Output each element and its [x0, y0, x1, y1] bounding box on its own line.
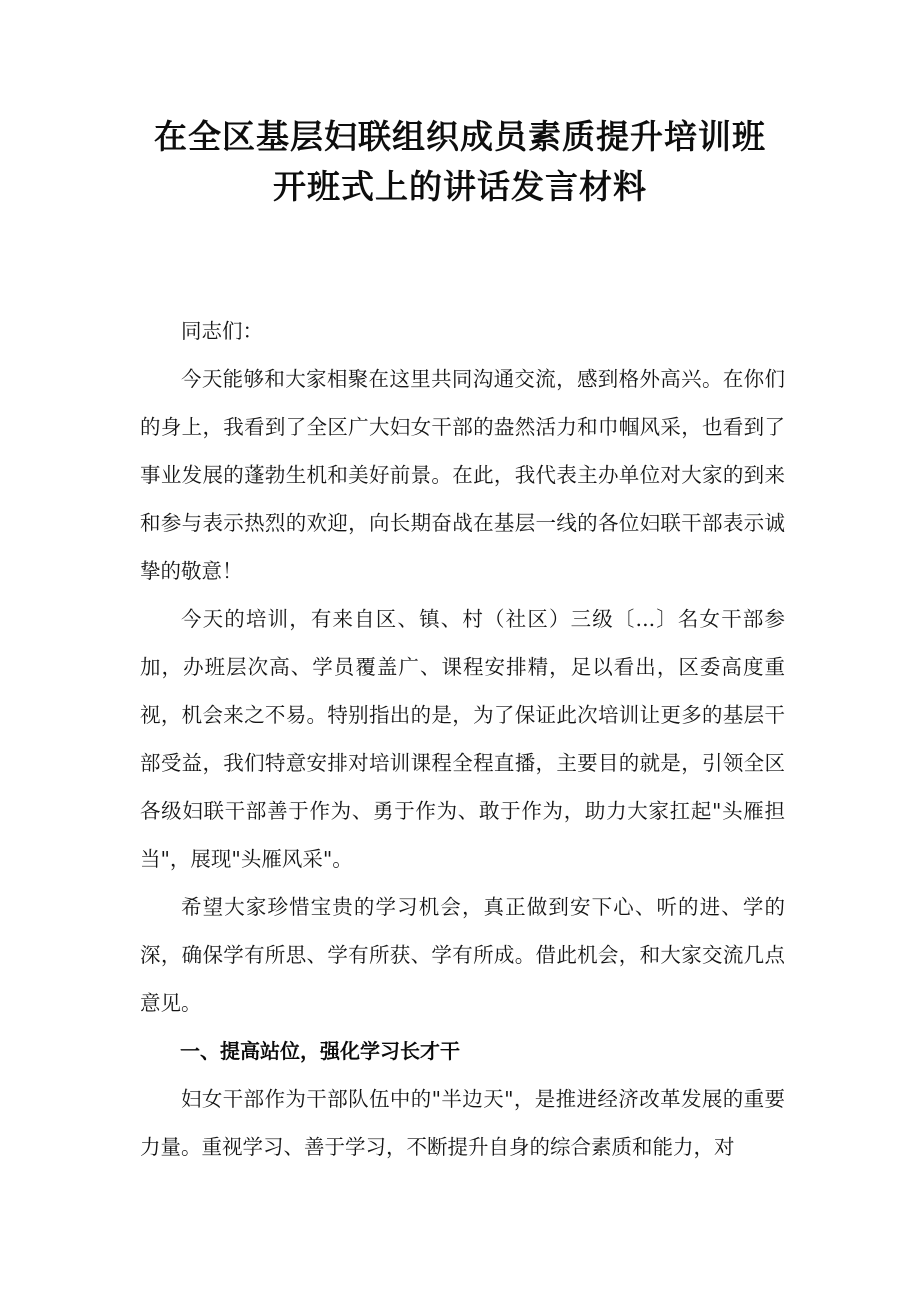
section-paragraph: 妇女干部作为干部队伍中的"半边天"，是推进经济改革发展的重要力量。重视学习、善于学习，不断提升自身的综合素质和能力，对 — [140, 1087, 785, 1159]
paragraph-training: 今天的培训，有来自区、镇、村（社区）三级〔...〕名女干部参加，办班层次高、学员覆盖广、课程安排精，足以看出，区委高度重视，机会来之不易。特别指出的是，为了保证此次培训让更多的基层干部受益，我们特意安排对培训课程全程直播，主要目的就是，引领全区各级妇联干部善于作为、勇于作为、敢于作为，助力大家扛起"头雁担当"，展现"头雁风采"。 — [140, 607, 785, 871]
document-title-line-1: 在全区基层妇联组织成员素质提升培训班 — [154, 117, 766, 156]
salutation: 同志们： — [181, 319, 263, 343]
paragraph-hope: 希望大家珍惜宝贵的学习机会，真正做到安下心、听的进、学的深，确保学有所思、学有所获、学有所成。借此机会，和大家交流几点意见。 — [140, 895, 785, 1015]
document-title-line-2: 开班式上的讲话发言材料 — [273, 167, 647, 206]
paragraph-welcome: 今天能够和大家相聚在这里共同沟通交流，感到格外高兴。在你们的身上，我看到了全区广大妇女干部的盎然活力和巾帼风采，也看到了事业发展的蓬勃生机和美好前景。在此，我代表主办单位对大家的到来和参与表示热烈的欢迎，向长期奋战在基层一线的各位妇联干部表示诚挚的敬意！ — [140, 367, 785, 583]
section-heading: 一、提高站位，强化学习长才干 — [180, 1039, 460, 1063]
document-body — [140, 307, 785, 1171]
